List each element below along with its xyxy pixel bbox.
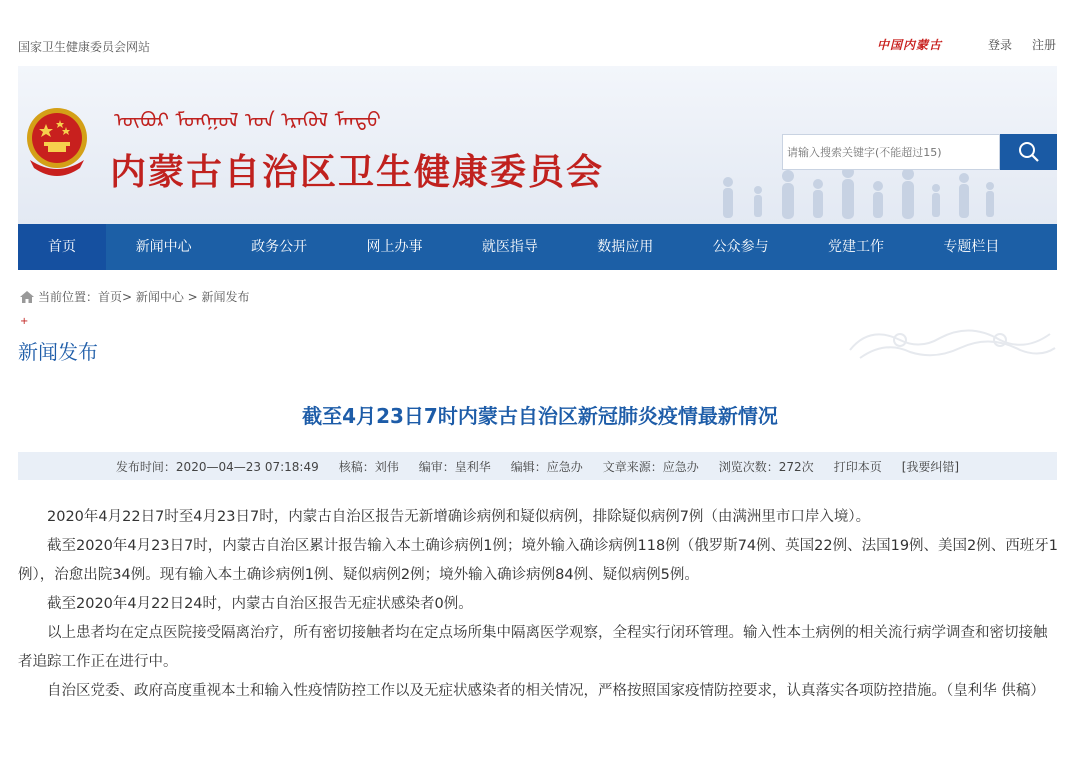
section-mark: + — [20, 316, 29, 327]
nav-government-affairs[interactable]: 政务公开 — [251, 239, 308, 255]
mongolian-script-title: ᠥᠪᠥᠷ ᠮᠣᠩᠭᠣᠯ ᠤᠨ ᠡᠷᠡᠭᠦᠯ ᠮᠡᠨᠳᠦ — [114, 108, 381, 132]
report-error-link[interactable]: [我要纠错] — [901, 459, 960, 474]
national-health-commission-link[interactable]: 国家卫生健康委员会网站 — [18, 40, 151, 54]
article-title: 截至4月23日7时内蒙古自治区新冠肺炎疫情最新情况 — [302, 404, 778, 428]
main-nav — [18, 224, 1057, 270]
reviewer: 核稿：刘伟 — [338, 459, 399, 474]
home-icon — [20, 291, 34, 303]
breadcrumb — [20, 288, 250, 305]
top-bar — [0, 0, 1080, 62]
editor: 编辑：应急办 — [510, 459, 583, 474]
nav-party-building[interactable]: 党建工作 — [828, 239, 885, 255]
article-paragraph: 截至2020年4月22日24时，内蒙古自治区报告无症状感染者0例。 — [47, 596, 473, 612]
people-silhouette-decoration — [708, 162, 1008, 224]
article-source: 文章来源：应急办 — [602, 459, 699, 474]
publish-time: 发布时间：2020—04—23 07:18:49 — [115, 459, 319, 474]
breadcrumb-text[interactable]: 当前位置：首页> 新闻中心 > 新闻发布 — [38, 290, 250, 304]
section-title: 新闻发布 — [18, 340, 98, 364]
header-banner — [18, 66, 1057, 224]
nav-data-application[interactable]: 数据应用 — [597, 239, 654, 255]
article-paragraph: 以上患者均在定点医院接受隔离治疗，所有密切接触者均在定点场所集中隔离医学观察，全程实行闭环管理。输入性本土病例的相关流行病学调查和密切接触者追踪工作正在进行中。 — [18, 625, 1048, 670]
nav-special-topics[interactable]: 专题栏目 — [943, 239, 1000, 255]
nav-home[interactable]: 首页 — [18, 224, 106, 270]
nav-public-participation[interactable]: 公众参与 — [712, 239, 769, 255]
article-paragraph: 截至2020年4月23日7时，内蒙古自治区累计报告输入本土确诊病例1例；境外输入确诊病例118例（俄罗斯74例、英国22例、法国19例、美国2例、西班牙1例），治愈出院34例。现有输入本土确诊病例1例、疑似病例2例；境外输入确诊病例84例、疑似病例5例。 — [18, 538, 1059, 583]
view-count: 浏览次数：272次 — [718, 459, 814, 474]
login-link[interactable]: 登录 — [987, 38, 1012, 52]
search-button[interactable] — [1000, 134, 1057, 170]
org-title: 内蒙古自治区卫生健康委员会 — [110, 152, 605, 193]
article-paragraph: 自治区党委、政府高度重视本土和输入性疫情防控工作以及无症状感染者的相关情况，严格按照国家疫情防控要求，认真落实各项防控措施。（皇利华 供稿） — [47, 683, 1045, 699]
china-inner-mongolia-logo[interactable]: 中国内蒙古 — [876, 38, 942, 52]
top-right-links — [877, 36, 1056, 53]
national-emblem-icon — [20, 102, 94, 180]
article-body — [18, 503, 1058, 706]
register-link[interactable]: 注册 — [1031, 38, 1056, 52]
editor-review: 编审：皇利华 — [418, 459, 491, 474]
nav-online-services[interactable]: 网上办事 — [366, 239, 423, 255]
search-input[interactable] — [782, 134, 1000, 170]
nav-medical-guidance[interactable]: 就医指导 — [481, 239, 538, 255]
cloud-pattern-decoration — [840, 320, 1060, 362]
print-page-link[interactable]: 打印本页 — [833, 459, 882, 474]
article-meta-bar — [18, 452, 1057, 480]
article-paragraph: 2020年4月22日7时至4月23日7时，内蒙古自治区报告无新增确诊病例和疑似病例，排除疑似病例7例（由满洲里市口岸入境）。 — [47, 509, 871, 525]
search-icon — [1018, 141, 1040, 163]
nav-news-center[interactable]: 新闻中心 — [135, 239, 192, 255]
